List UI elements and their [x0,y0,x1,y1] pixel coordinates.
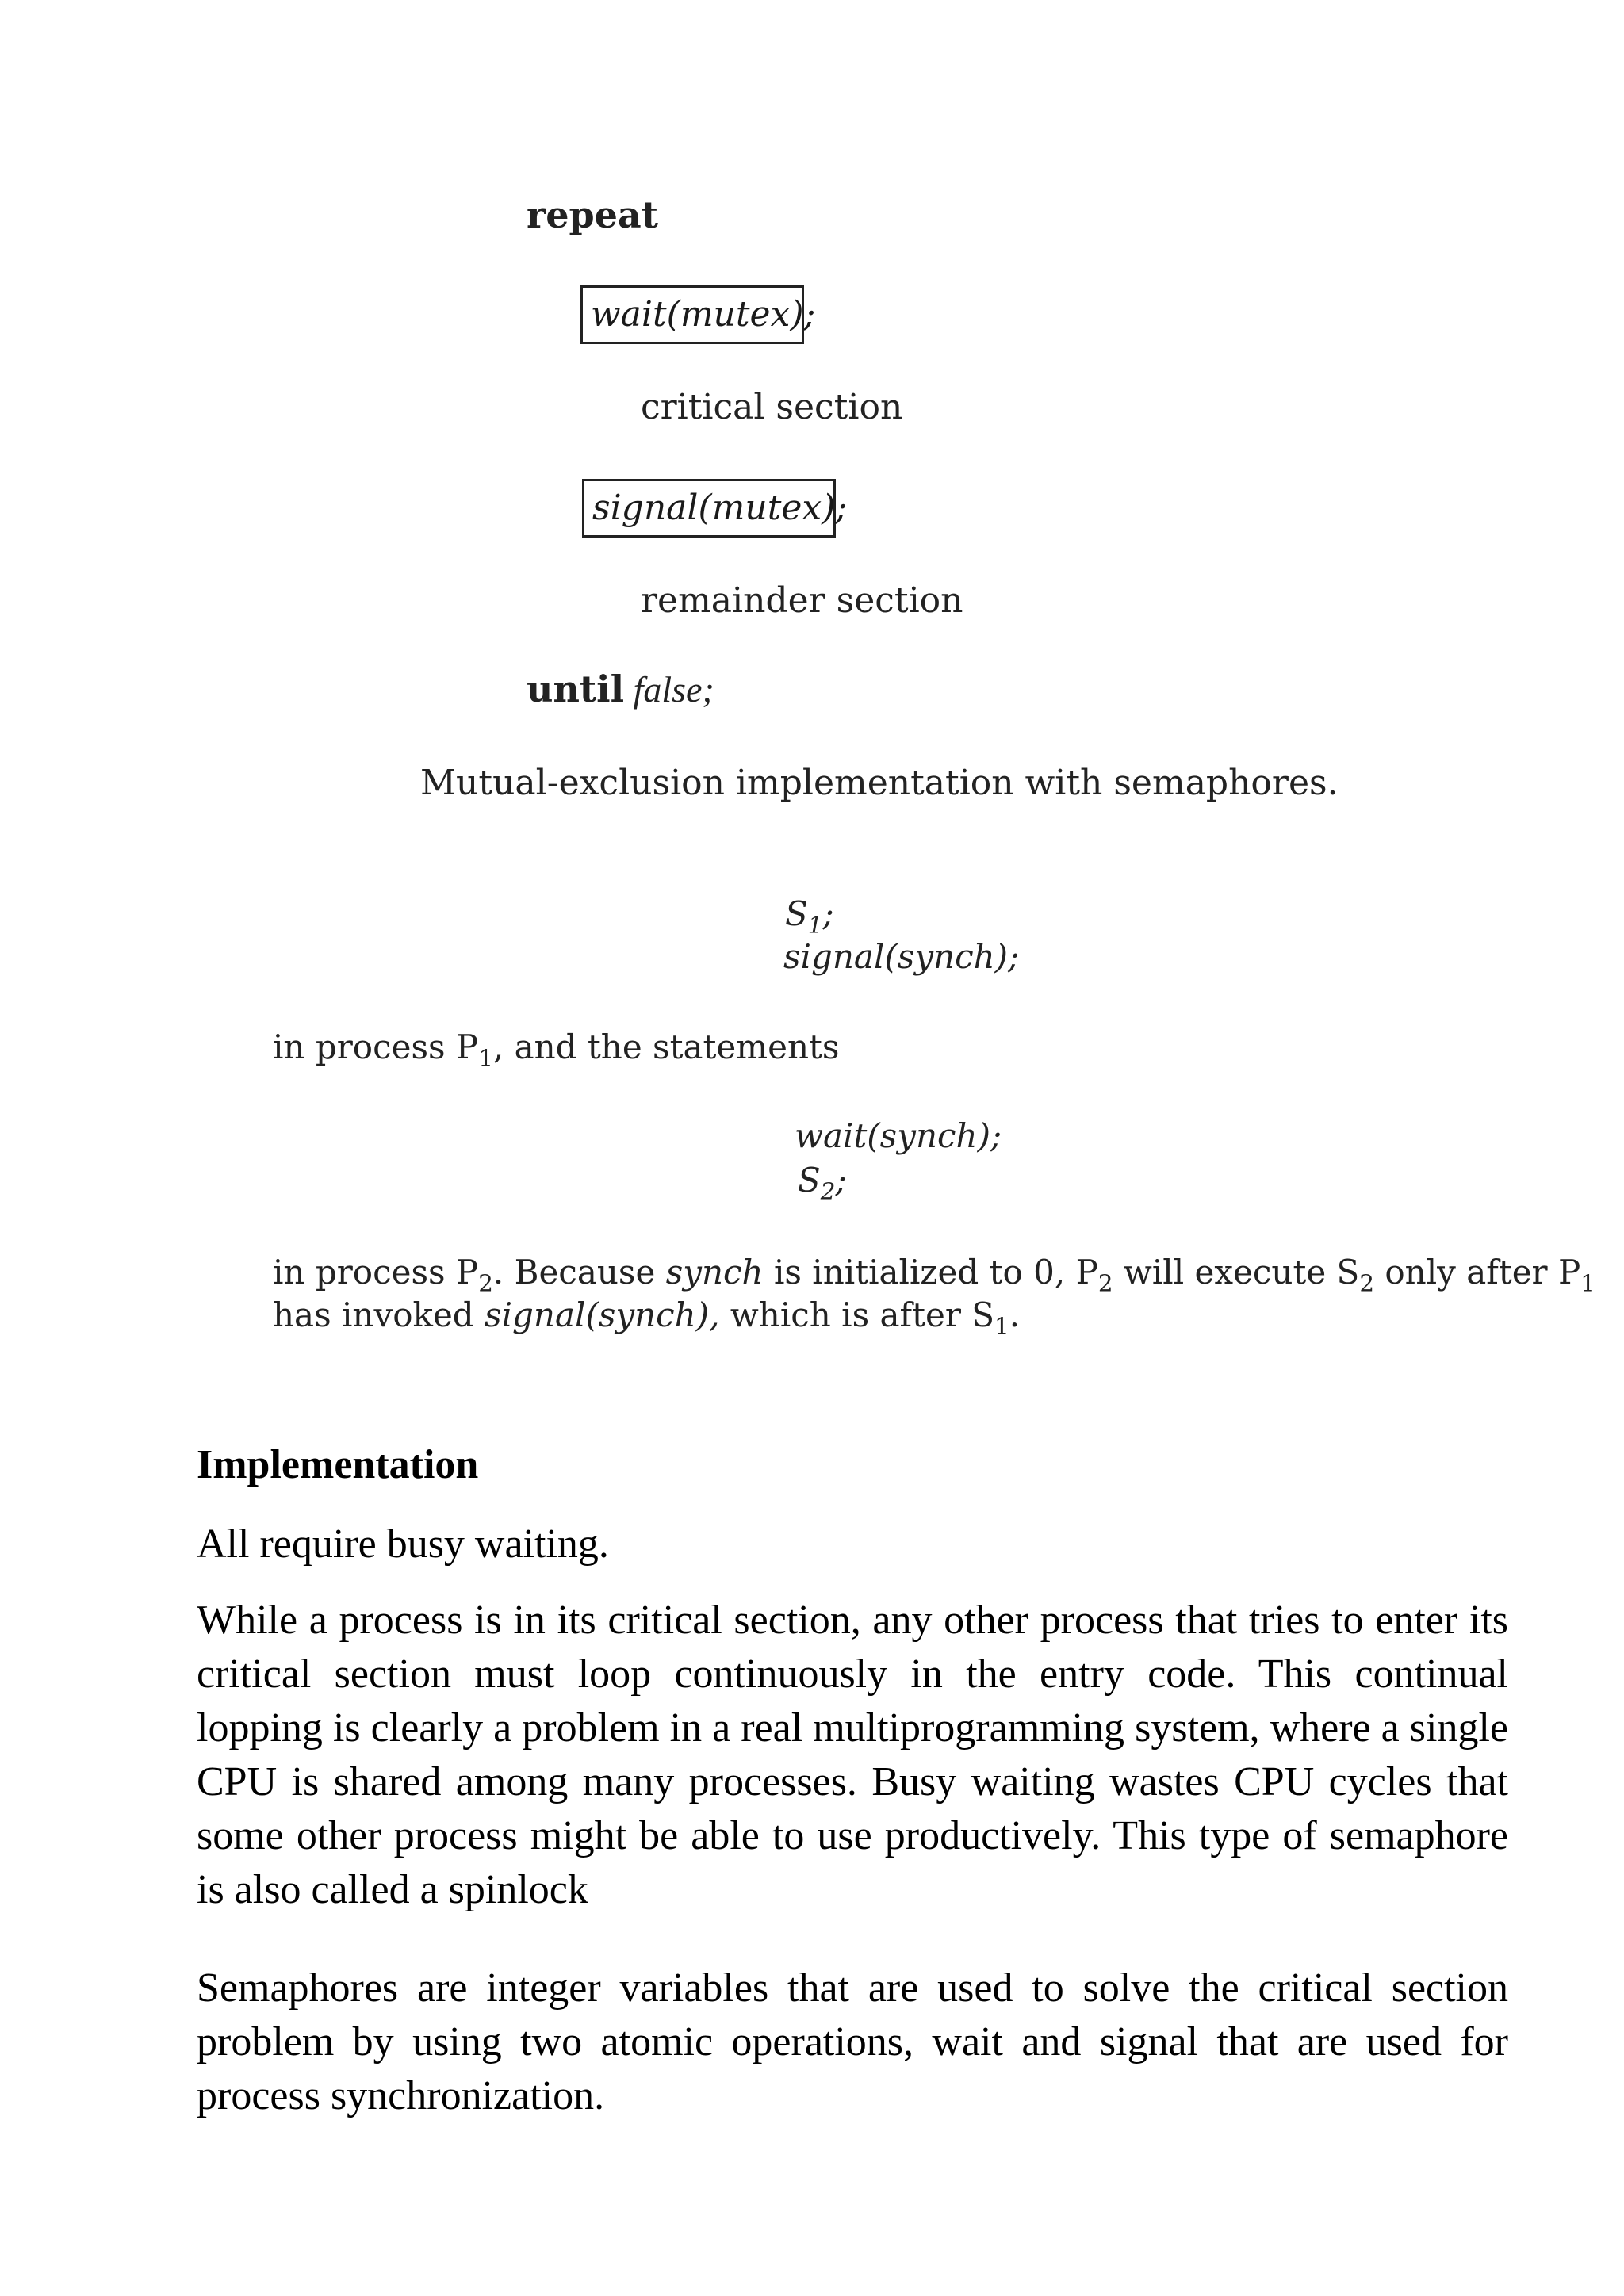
paragraph-semaphores: Semaphores are integer variables that are used to solve the critical section problem by using two atomic operations, wait and signal that are used for process synchronization. [197,1965,1508,2118]
l1-sub1: 2 [478,1269,493,1297]
paragraph-spinlock: While a process is in its critical section, any other process that tries to enter its critical section must loop continuously in the entry code. This continual lopping is clearly a problem in a real multiprogramming system, where a single CPU is shared among many processes. Busy waiting wastes CPU cycles that some other process might be able to use productively. This type of semaphore is also called a spinlock [197,1598,1508,1912]
l2-c: . [1009,1295,1021,1334]
remainder-section-label: remainder section [641,580,963,621]
s1-symbol: S [785,894,808,933]
sync-explanation-line-1 [273,1253,1595,1296]
l1-b: . Because [492,1253,666,1292]
s1-tail: ; [822,894,834,933]
l1-d: will execute S [1113,1253,1360,1292]
l2-signal: signal(synch), [485,1295,720,1334]
l1-sub3: 2 [1359,1269,1375,1297]
signal-mutex-box: signal(mutex); [582,479,836,538]
critical-section-label: critical section [641,387,903,427]
p1-signal-statement: signal(synch); [783,937,1020,976]
until-value: false; [633,669,714,710]
wait-mutex-box: wait(mutex); [580,285,804,344]
l2-b: which is after S [719,1295,995,1334]
p2-s2-statement [798,1161,847,1204]
s2-tail: ; [835,1161,847,1200]
in-p1-post: , and the statements [492,1027,840,1066]
l2-a: has invoked [273,1295,485,1334]
p2-wait-statement: wait(synch); [795,1116,1002,1155]
until-keyword: until [527,668,625,710]
until-line [527,668,714,710]
p1-s1-statement [785,894,834,938]
figure-caption: Mutual-exclusion implementation with semaphores. [420,763,1339,803]
s2-symbol: S [798,1161,821,1200]
in-p1-sub: 1 [478,1044,493,1072]
l2-sub: 1 [994,1312,1009,1340]
l1-synch: synch [665,1253,764,1292]
repeat-keyword: repeat [527,193,658,236]
paragraph-busy-waiting: All require busy waiting. [197,1521,609,1567]
sync-explanation-line-2 [273,1295,1020,1339]
in-process-p1-line [273,1027,839,1071]
s1-subscript: 1 [807,911,823,939]
section-heading: Implementation [197,1442,479,1487]
l1-sub4: 1 [1580,1269,1595,1297]
l1-sub2: 2 [1097,1269,1113,1297]
l1-e: only after P [1374,1253,1581,1292]
l1-c: is initialized to 0, P [763,1253,1098,1292]
in-p1-pre: in process P [273,1027,479,1066]
l1-pre: in process P [273,1253,479,1292]
s2-subscript: 2 [820,1177,836,1205]
